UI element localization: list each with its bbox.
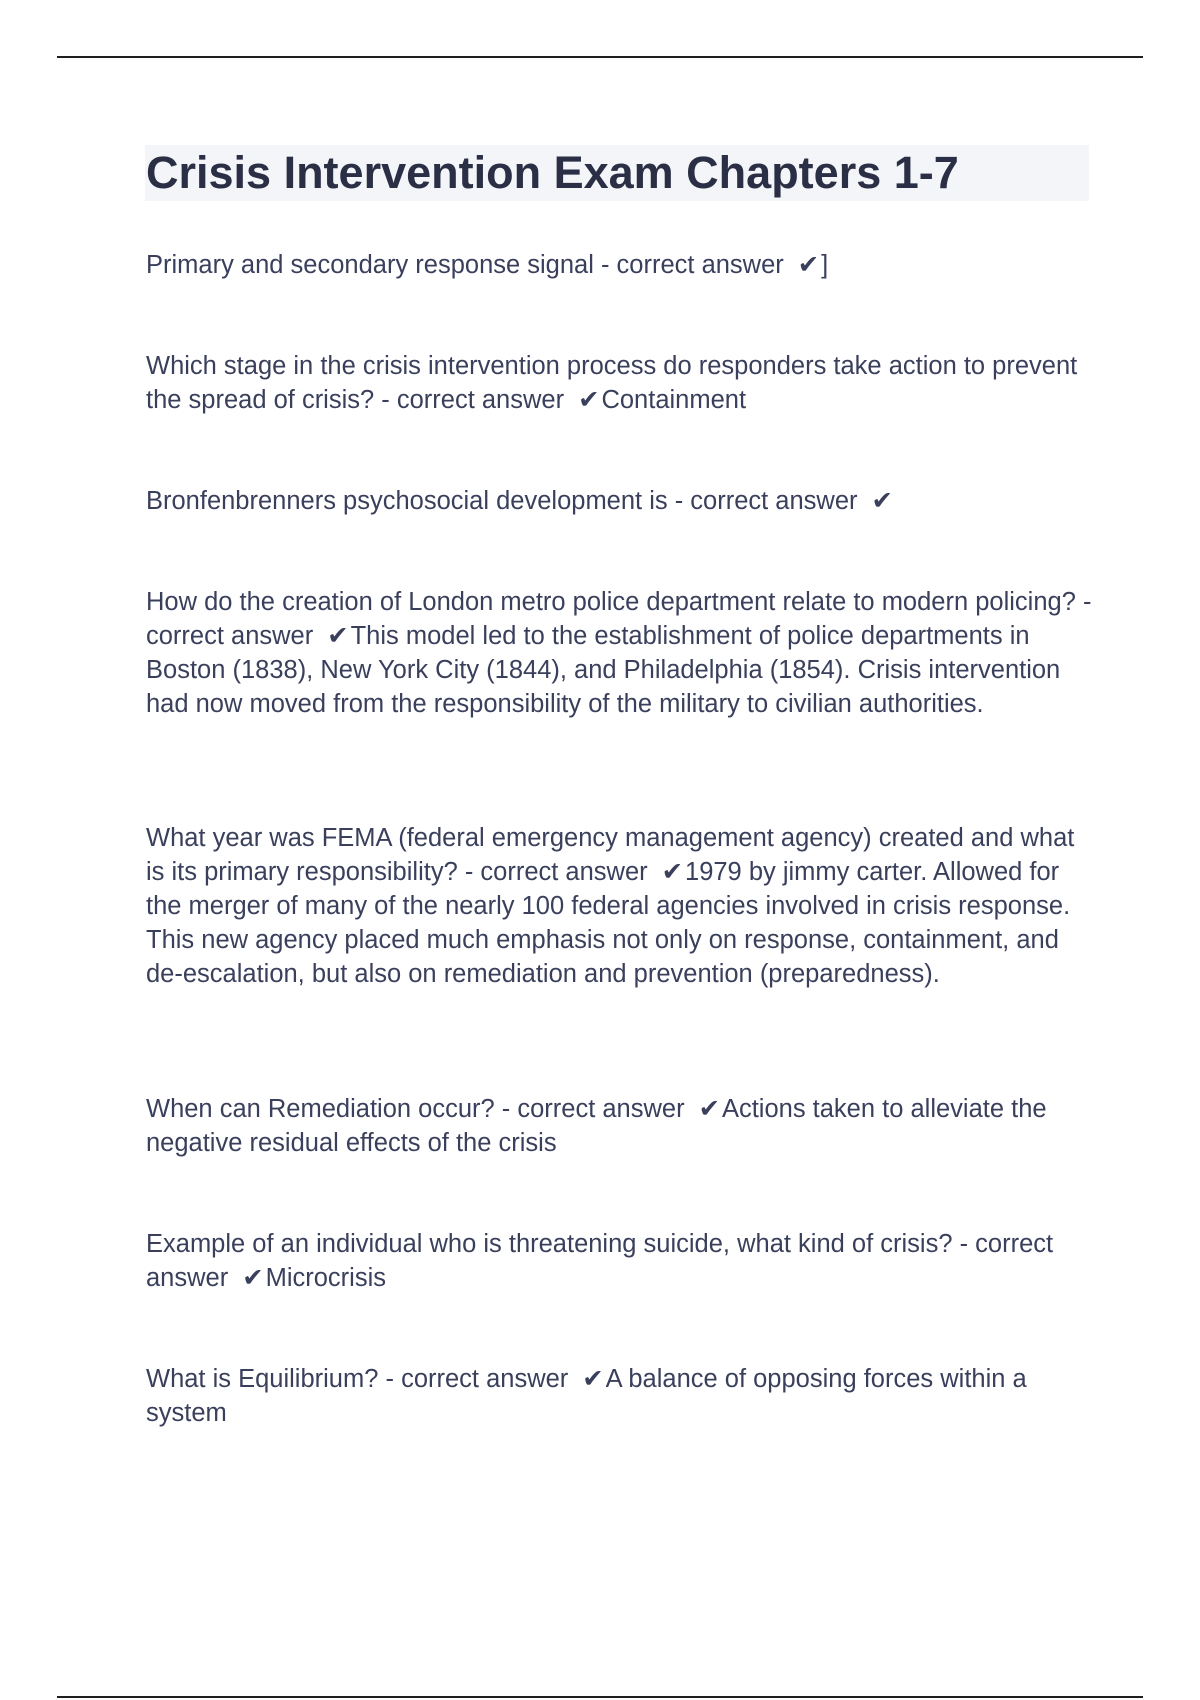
question-text: Example of an individual who is threatening suicide, what kind of crisis? - correct answer — [146, 1230, 1054, 1292]
question-text: Primary and secondary response signal - correct answer — [146, 251, 784, 279]
check-icon: ✔ — [327, 622, 349, 650]
qa-item-5 — [146, 821, 1096, 991]
answer-text: This model led to the establishment of police departments in Boston (1838), New York City (1844), and Philadelphia (1854). Crisis intervention had now moved from the responsibility of the military to civilian authorities. — [146, 622, 1061, 718]
check-icon: ✔ — [582, 1365, 604, 1393]
question-text: When can Remediation occur? - correct answer — [146, 1095, 685, 1123]
answer-text: Containment — [601, 386, 747, 414]
check-icon: ✔ — [242, 1264, 264, 1292]
answer-text: 1979 by jimmy carter. Allowed for the merger of many of the nearly 100 federal agencies involved in crisis response. This new agency placed much emphasis not only on response, containment, and de-escalation, but also on remediation and prevention (preparedness). — [146, 858, 1071, 988]
check-icon: ✔ — [578, 386, 600, 414]
qa-item-7 — [146, 1227, 1096, 1295]
answer-text: A balance of opposing forces within a system — [146, 1365, 1027, 1427]
bottom-rule — [57, 1696, 1143, 1698]
qa-item-8 — [146, 1362, 1096, 1430]
check-icon: ✔ — [797, 251, 820, 279]
top-rule — [57, 56, 1143, 58]
question-text: Bronfenbrenners psychosocial development is - correct answer — [146, 487, 858, 515]
qa-item-1 — [146, 248, 1096, 282]
question-text: Which stage in the crisis intervention process do responders take action to prevent the spread of crisis? - correct answer — [146, 352, 1078, 414]
question-text: How do the creation of London metro police department relate to modern policing? - correct answer — [146, 588, 1092, 650]
document-title: Crisis Intervention Exam Chapters 1-7 — [146, 147, 959, 198]
check-icon: ✔ — [871, 487, 893, 515]
answer-text: Actions taken to alleviate the negative residual effects of the crisis — [146, 1095, 1047, 1157]
qa-item-6 — [146, 1092, 1096, 1160]
question-text: What year was FEMA (federal emergency management agency) created and what is its primary responsibility? - correct answer — [146, 824, 1075, 886]
qa-item-3 — [146, 484, 1096, 518]
check-icon: ✔ — [698, 1095, 720, 1123]
qa-item-4 — [146, 585, 1096, 721]
question-text: What is Equilibrium? - correct answer — [146, 1365, 569, 1393]
check-icon: ✔ — [661, 858, 684, 886]
answer-text: ] — [821, 251, 829, 279]
answer-text: Microcrisis — [265, 1264, 386, 1292]
qa-item-2 — [146, 349, 1096, 417]
